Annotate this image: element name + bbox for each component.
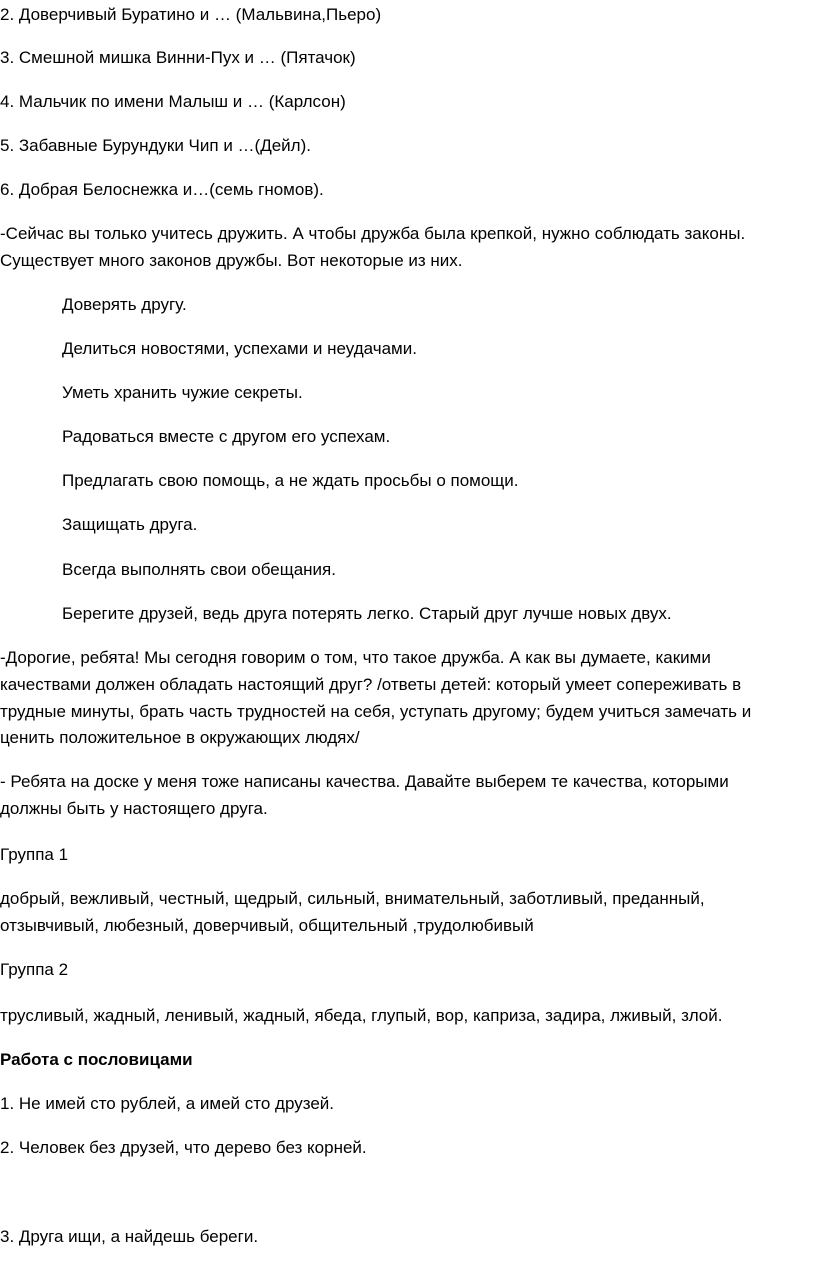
- question-paragraph-line: ценить положительное в окружающих людях/: [0, 728, 360, 747]
- friendship-law: Делиться новостями, успехами и неудачами.: [62, 339, 417, 358]
- list-item: 4. Мальчик по имени Малыш и … (Карлсон): [0, 92, 346, 111]
- friendship-law: Радоваться вместе с другом его успехам.: [62, 427, 391, 446]
- friendship-law: Защищать друга.: [62, 515, 198, 534]
- group1-qualities-line: добрый, вежливый, честный, щедрый, сильный, внимательный, заботливый, преданный,: [0, 889, 705, 908]
- board-paragraph-line: должны быть у настоящего друга.: [0, 799, 268, 818]
- group1-qualities-line: отзывчивый, любезный, доверчивый, общительный ,трудолюбивый: [0, 916, 534, 935]
- group1-title: Группа 1: [0, 845, 69, 864]
- question-paragraph-line: -Дорогие, ребята! Мы сегодня говорим о том, что такое дружба. А как вы думаете, какими: [0, 648, 711, 667]
- question-paragraph-line: качествами должен обладать настоящий друг? /ответы детей: который умеет сопереживать в: [0, 675, 742, 694]
- board-paragraph-line: - Ребята на доске у меня тоже написаны качества. Давайте выберем те качества, которыми: [0, 772, 729, 791]
- group2-title: Группа 2: [0, 960, 69, 979]
- list-item: 2. Доверчивый Буратино и … (Мальвина,Пьеро): [0, 5, 382, 24]
- intro-paragraph-line: -Сейчас вы только учитесь дружить. А чтобы дружба была крепкой, нужно соблюдать законы.: [0, 224, 746, 243]
- friendship-law: Всегда выполнять свои обещания.: [62, 560, 336, 579]
- friendship-law: Уметь хранить чужие секреты.: [62, 383, 303, 402]
- list-item: 6. Добрая Белоснежка и…(семь гномов).: [0, 180, 324, 199]
- proverb-item: 3. Друга ищи, а найдешь береги.: [0, 1227, 259, 1246]
- list-item: 5. Забавные Бурундуки Чип и …(Дейл).: [0, 136, 311, 155]
- proverb-item: 1. Не имей сто рублей, а имей сто друзей.: [0, 1094, 334, 1113]
- proverbs-heading: Работа с пословицами: [0, 1050, 193, 1069]
- proverb-item: 2. Человек без друзей, что дерево без корней.: [0, 1138, 367, 1157]
- friendship-law: Доверять другу.: [62, 295, 187, 314]
- group2-qualities-line: трусливый, жадный, ленивый, жадный, ябеда, глупый, вор, каприза, задира, лживый, злой.: [0, 1006, 723, 1025]
- intro-paragraph-line: Существует много законов дружбы. Вот некоторые из них.: [0, 251, 463, 270]
- friendship-law: Предлагать свою помощь, а не ждать просьбы о помощи.: [62, 471, 519, 490]
- question-paragraph-line: трудные минуты, брать часть трудностей на себя, уступать другому; будем учиться замечать и: [0, 702, 752, 721]
- friendship-law: Берегите друзей, ведь друга потерять легко. Старый друг лучше новых двух.: [62, 604, 672, 623]
- list-item: 3. Смешной мишка Винни-Пух и … (Пятачок): [0, 48, 356, 67]
